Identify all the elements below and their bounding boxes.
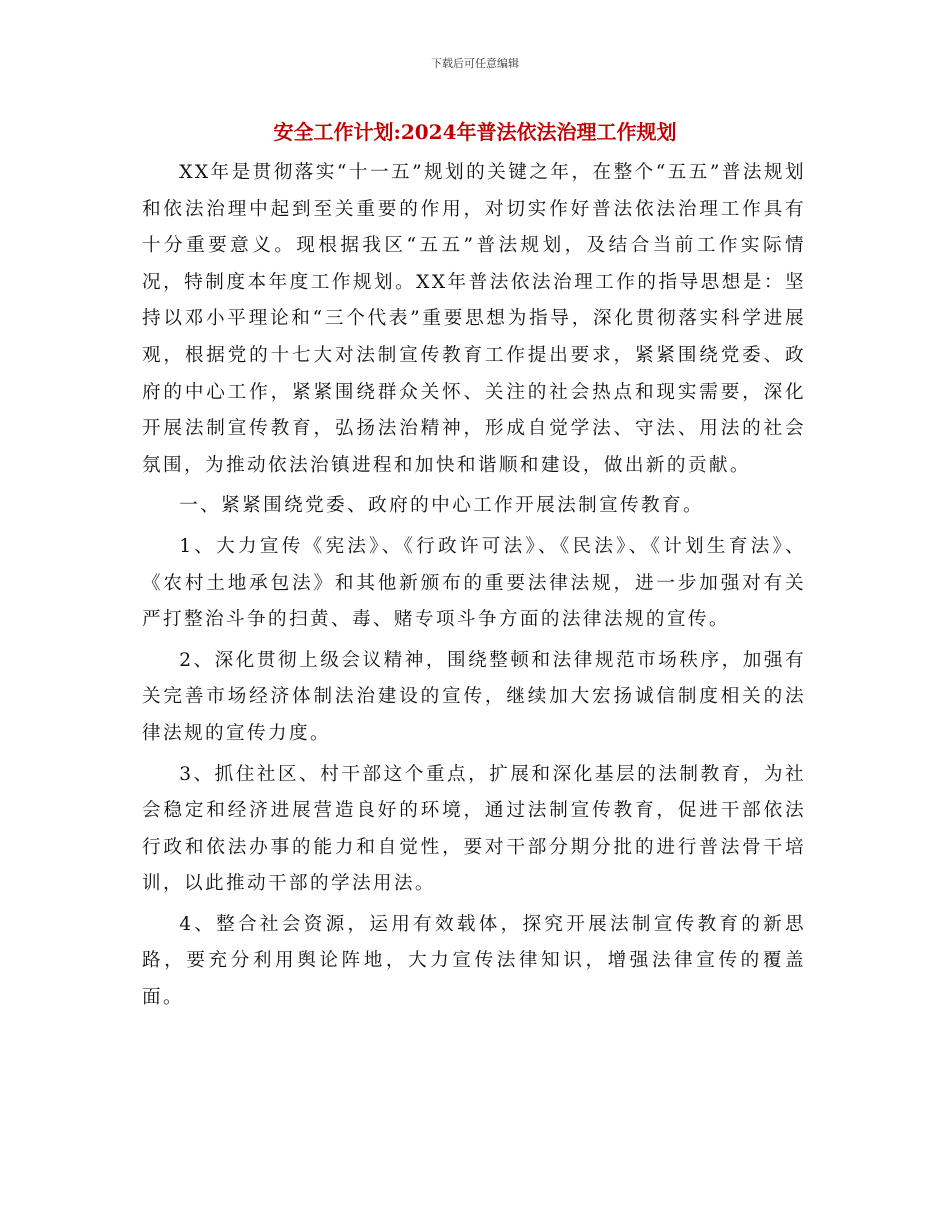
header-note: 下载后可任意编辑 (431, 57, 519, 70)
paragraph-item-2: 2、深化贯彻上级会议精神，围绕整顿和法律规范市场秩序，加强有关完善市场经济体制法治建设的宣传，继续加大宏扬诚信制度相关的法律法规的宣传力度。 (142, 649, 806, 744)
paragraph-item-4: 4、整合社会资源，运用有效载体，探究开展法制宣传教育的新思路，要充分利用舆论阵地，大力宣传法律知识，增强法律宣传的覆盖面。 (142, 913, 806, 1009)
paragraph-intro: XX年是贯彻落实“十一五”规划的关键之年，在整个“五五”普法规划和依法治理中起到至关重要的作用，对切实作好普法依法治理工作具有十分重要意义。现根据我区“五五”普法规划，及结合当前工作实际情况，特制度本年度工作规划。XX年普法依法治理工作的指导思想是：坚持以邓小平理论和“三个代表”重要思想为指导，深化贯彻落实科学进展观，根据党的十七大对法制宣传教育工作提出要求，紧紧围绕党委、政府的中心工作，紧紧围绕群众关怀、关注的社会热点和现实需要，深化开展法制宣传教育，弘扬法治精神，形成自觉学法、守法、用法的社会氛围，为推动依法治镇进程和加快和谐顺和建设，做出新的贡献。 (142, 162, 806, 476)
paragraph-item-3: 3、抓住社区、村干部这个重点，扩展和深化基层的法制教育，为社会稳定和经济进展营造良好的环境，通过法制宣传教育，促进干部依法行政和依法办事的能力和自觉性，要对干部分期分批的进行普法骨干培训，以此推动干部的学法用法。 (142, 763, 806, 895)
paragraph-item-1: 1、大力宣传《宪法》、《行政许可法》、《民法》、《计划生育法》、《农村土地承包法》和其他新颁布的重要法律法规，进一步加强对有关严打整治斗争的扫黄、毒、赌专项斗争方面的法律法规的宣传。 (142, 535, 806, 631)
document-body (142, 155, 806, 1017)
document-title: 安全工作计划:2024年普法依法治理工作规划 (273, 120, 677, 144)
paragraph-section-1: 一、紧紧围绕党委、政府的中心工作开展法制宣传教育。 (179, 495, 705, 517)
